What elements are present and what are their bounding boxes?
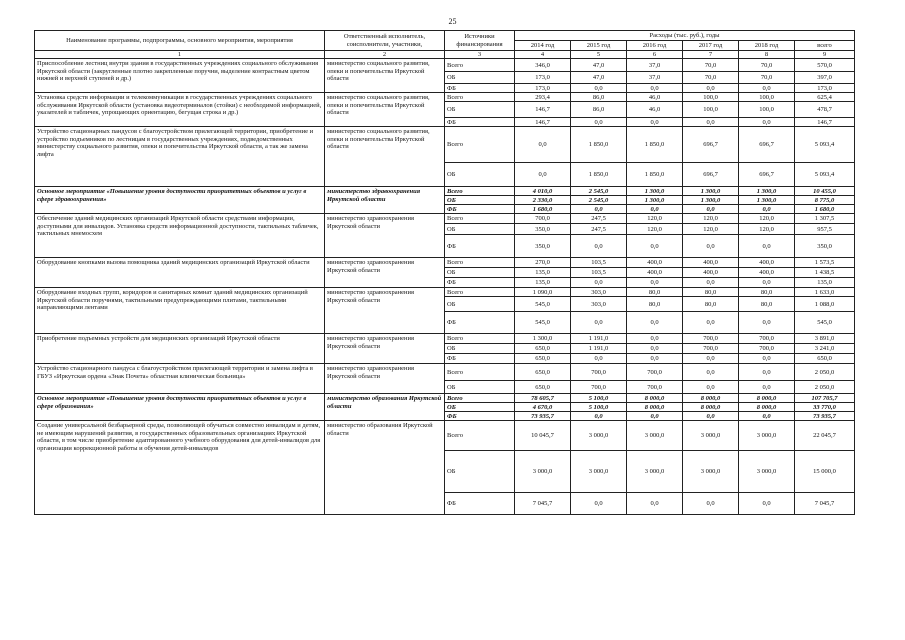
table-row <box>35 59 855 72</box>
year-value: 70,0 <box>683 72 739 84</box>
year-value: 8 000,0 <box>739 403 795 412</box>
total-value: 1 307,5 <box>795 214 855 224</box>
row-executor: министерство здравоохранения Иркутской области <box>325 288 445 334</box>
total-value: 1 573,5 <box>795 258 855 268</box>
total-value: 135,0 <box>795 278 855 288</box>
total-value: 146,7 <box>795 118 855 127</box>
total-value: 350,0 <box>795 235 855 258</box>
year-value: 1 191,0 <box>571 334 627 344</box>
total-value: 10 455,0 <box>795 187 855 196</box>
year-value: 70,0 <box>739 59 795 72</box>
year-value: 1 850,0 <box>627 163 683 187</box>
year-value: 0,0 <box>571 312 627 334</box>
year-value: 8 000,0 <box>683 394 739 403</box>
year-value: 0,0 <box>627 235 683 258</box>
year-value: 0,0 <box>683 312 739 334</box>
header-name: Наименование программы, подпрограммы, основного мероприятия, мероприятия <box>35 31 325 51</box>
financing-source: ФБ <box>445 205 515 214</box>
year-value: 1 191,0 <box>571 344 627 354</box>
row-executor: министерство здравоохранения Иркутской области <box>325 214 445 258</box>
total-value: 5 093,4 <box>795 163 855 187</box>
year-value: 400,0 <box>739 258 795 268</box>
financing-source: ФБ <box>445 235 515 258</box>
financing-source: Всего <box>445 364 515 381</box>
year-value: 0,0 <box>739 354 795 364</box>
year-value: 0,0 <box>739 493 795 515</box>
year-value: 103,5 <box>571 268 627 278</box>
table-row <box>35 364 855 381</box>
financing-source: ФБ <box>445 354 515 364</box>
total-value: 1 680,0 <box>795 205 855 214</box>
year-value: 650,0 <box>515 381 571 394</box>
financing-source: Всего <box>445 394 515 403</box>
header-year: 2018 год <box>739 41 795 51</box>
total-value: 73 935,7 <box>795 412 855 421</box>
year-value: 0,0 <box>683 364 739 381</box>
financing-source: Всего <box>445 214 515 224</box>
total-value: 3 891,0 <box>795 334 855 344</box>
row-executor: министерство здравоохранения Иркутской области <box>325 364 445 394</box>
year-value: 0,0 <box>627 344 683 354</box>
year-value: 0,0 <box>739 84 795 93</box>
total-value: 7 045,7 <box>795 493 855 515</box>
year-value: 0,0 <box>571 205 627 214</box>
year-value: 0,0 <box>627 118 683 127</box>
year-value: 0,0 <box>627 354 683 364</box>
header-source: Источники финансирования <box>445 31 515 51</box>
year-value: 1 300,0 <box>627 196 683 205</box>
financing-source: Всего <box>445 93 515 102</box>
total-value: 2 050,0 <box>795 381 855 394</box>
row-executor: министерство здравоохранения Иркутской области <box>325 187 445 214</box>
total-value: 1 438,5 <box>795 268 855 278</box>
header-year: 2015 год <box>571 41 627 51</box>
year-value: 0,0 <box>739 312 795 334</box>
year-value: 247,5 <box>571 214 627 224</box>
year-value: 1 300,0 <box>739 196 795 205</box>
year-value: 5 100,0 <box>571 394 627 403</box>
row-name: Основное мероприятие «Повышение уровня доступности приоритетных объектов и услуг в сфере образования» <box>35 394 325 421</box>
table-row <box>35 93 855 102</box>
table-row <box>35 214 855 224</box>
year-value: 173,0 <box>515 72 571 84</box>
total-value: 1 088,0 <box>795 297 855 312</box>
financing-source: ОБ <box>445 72 515 84</box>
year-value: 303,0 <box>571 297 627 312</box>
header-total: всего <box>795 41 855 51</box>
year-value: 0,0 <box>627 412 683 421</box>
year-value: 400,0 <box>683 268 739 278</box>
year-value: 8 000,0 <box>739 394 795 403</box>
financing-source: ФБ <box>445 412 515 421</box>
total-value: 570,0 <box>795 59 855 72</box>
year-value: 1 300,0 <box>739 187 795 196</box>
year-value: 2 545,0 <box>571 187 627 196</box>
total-value: 478,7 <box>795 102 855 118</box>
year-value: 700,0 <box>739 344 795 354</box>
year-value: 700,0 <box>739 334 795 344</box>
financing-source: ФБ <box>445 493 515 515</box>
column-number: 2 <box>325 51 445 59</box>
financing-source: ОБ <box>445 403 515 412</box>
year-value: 0,0 <box>683 412 739 421</box>
column-number-row <box>35 51 855 59</box>
table-row <box>35 394 855 403</box>
year-value: 545,0 <box>515 312 571 334</box>
year-value: 0,0 <box>683 118 739 127</box>
total-value: 173,0 <box>795 84 855 93</box>
financing-source: ОБ <box>445 451 515 493</box>
year-value: 0,0 <box>739 205 795 214</box>
year-value: 0,0 <box>571 84 627 93</box>
row-name: Устройство стационарных пандусов с благоустройством прилегающей территории, приобретение и устройство подъемников по лестницам в государственных учреждениях, подведомственных министерству социального развития, опеки и попечительства Иркутской области, а так же замена лифта <box>35 127 325 187</box>
year-value: 0,0 <box>683 493 739 515</box>
year-value: 0,0 <box>571 412 627 421</box>
total-value: 545,0 <box>795 312 855 334</box>
header-expenses: Расходы (тыс. руб.), годы <box>515 31 855 41</box>
year-value: 650,0 <box>515 354 571 364</box>
year-value: 1 850,0 <box>571 163 627 187</box>
year-value: 247,5 <box>571 224 627 235</box>
column-number: 1 <box>35 51 325 59</box>
expenses-table <box>34 30 855 515</box>
row-name: Приспособление лестниц внутри здания в государственных учреждениях социального обслуживания Иркутской области (закругленные плотно закрепленные поручни, выделение контрастным цветом нижней и верхней ступеней и др.) <box>35 59 325 93</box>
year-value: 0,0 <box>683 354 739 364</box>
year-value: 400,0 <box>627 268 683 278</box>
year-value: 0,0 <box>683 235 739 258</box>
financing-source: ФБ <box>445 278 515 288</box>
total-value: 397,0 <box>795 72 855 84</box>
year-value: 400,0 <box>627 258 683 268</box>
year-value: 0,0 <box>571 278 627 288</box>
page-number: 25 <box>448 17 457 26</box>
year-value: 70,0 <box>683 59 739 72</box>
year-value: 1 300,0 <box>683 196 739 205</box>
year-value: 1 090,0 <box>515 288 571 297</box>
year-value: 3 000,0 <box>627 421 683 451</box>
year-value: 3 000,0 <box>739 421 795 451</box>
year-value: 0,0 <box>627 493 683 515</box>
table-row <box>35 258 855 268</box>
row-executor: министерство образования Иркутской области <box>325 394 445 421</box>
financing-source: Всего <box>445 59 515 72</box>
year-value: 0,0 <box>739 381 795 394</box>
row-executor: министерство социального развития, опеки и попечительства Иркутской области <box>325 59 445 93</box>
year-value: 120,0 <box>627 224 683 235</box>
row-executor: министерство социального развития, опеки и попечительства Иркутской области <box>325 93 445 127</box>
total-value: 3 241,0 <box>795 344 855 354</box>
year-value: 0,0 <box>683 381 739 394</box>
financing-source: ОБ <box>445 196 515 205</box>
year-value: 0,0 <box>739 235 795 258</box>
year-value: 73 935,7 <box>515 412 571 421</box>
year-value: 1 850,0 <box>627 127 683 163</box>
year-value: 700,0 <box>571 381 627 394</box>
financing-source: Всего <box>445 258 515 268</box>
year-value: 120,0 <box>627 214 683 224</box>
year-value: 80,0 <box>683 288 739 297</box>
year-value: 350,0 <box>515 224 571 235</box>
year-value: 80,0 <box>683 297 739 312</box>
year-value: 2 330,0 <box>515 196 571 205</box>
financing-source: ОБ <box>445 381 515 394</box>
year-value: 696,7 <box>683 163 739 187</box>
year-value: 1 300,0 <box>627 187 683 196</box>
year-value: 80,0 <box>627 288 683 297</box>
row-executor: министерство здравоохранения Иркутской области <box>325 258 445 288</box>
year-value: 696,7 <box>683 127 739 163</box>
financing-source: ОБ <box>445 163 515 187</box>
row-name: Установка средств информации и телекоммуникации в государственных учреждениях социального обслуживания Иркутской области (установка видеотерминалов (стойки) с необходимой информацией, указателей и табличек, упрощающих ориентацию, бегущая строка и др.) <box>35 93 325 127</box>
total-value: 8 775,0 <box>795 196 855 205</box>
financing-source: ОБ <box>445 344 515 354</box>
year-value: 3 000,0 <box>739 451 795 493</box>
row-name: Оборудование кнопками вызова помощника зданий медицинских организаций Иркутской области <box>35 258 325 288</box>
year-value: 3 000,0 <box>571 421 627 451</box>
year-value: 696,7 <box>739 163 795 187</box>
row-executor: министерство социального развития, опеки и попечительства Иркутской области <box>325 127 445 187</box>
year-value: 86,0 <box>571 102 627 118</box>
year-value: 0,0 <box>739 412 795 421</box>
row-executor: министерство образования Иркутской области <box>325 421 445 515</box>
year-value: 46,0 <box>627 102 683 118</box>
financing-source: ФБ <box>445 84 515 93</box>
year-value: 0,0 <box>683 84 739 93</box>
row-name: Оборудование входных групп, коридоров и санитарных комнат зданий медицинских организаций Иркутской области поручнями, тактильными предупреждающими плитами, тактильными направляющими лентами <box>35 288 325 334</box>
header-executor: Ответственный исполнитель, соисполнители, участники, <box>325 31 445 51</box>
column-number: 3 <box>445 51 515 59</box>
year-value: 80,0 <box>739 288 795 297</box>
column-number: 5 <box>571 51 627 59</box>
year-value: 80,0 <box>627 297 683 312</box>
year-value: 3 000,0 <box>515 451 571 493</box>
year-value: 293,4 <box>515 93 571 102</box>
year-value: 37,0 <box>627 59 683 72</box>
financing-source: ОБ <box>445 297 515 312</box>
year-value: 0,0 <box>571 354 627 364</box>
year-value: 86,0 <box>571 93 627 102</box>
year-value: 270,0 <box>515 258 571 268</box>
year-value: 10 045,7 <box>515 421 571 451</box>
year-value: 37,0 <box>627 72 683 84</box>
year-value: 47,0 <box>571 59 627 72</box>
year-value: 700,0 <box>683 334 739 344</box>
year-value: 0,0 <box>627 312 683 334</box>
header-year: 2016 год <box>627 41 683 51</box>
financing-source: ОБ <box>445 268 515 278</box>
table-row <box>35 288 855 297</box>
year-value: 650,0 <box>515 364 571 381</box>
year-value: 100,0 <box>683 102 739 118</box>
column-number: 6 <box>627 51 683 59</box>
year-value: 545,0 <box>515 297 571 312</box>
year-value: 100,0 <box>683 93 739 102</box>
total-value: 33 770,0 <box>795 403 855 412</box>
financing-source: ФБ <box>445 312 515 334</box>
year-value: 3 000,0 <box>683 451 739 493</box>
year-value: 696,7 <box>739 127 795 163</box>
financing-source: Всего <box>445 421 515 451</box>
year-value: 400,0 <box>683 258 739 268</box>
year-value: 173,0 <box>515 84 571 93</box>
table-row <box>35 187 855 196</box>
year-value: 700,0 <box>627 364 683 381</box>
year-value: 0,0 <box>627 278 683 288</box>
total-value: 2 050,0 <box>795 364 855 381</box>
year-value: 78 605,7 <box>515 394 571 403</box>
table-row <box>35 334 855 344</box>
year-value: 0,0 <box>739 118 795 127</box>
year-value: 103,5 <box>571 258 627 268</box>
year-value: 7 045,7 <box>515 493 571 515</box>
year-value: 0,0 <box>627 205 683 214</box>
total-value: 625,4 <box>795 93 855 102</box>
year-value: 0,0 <box>627 334 683 344</box>
year-value: 120,0 <box>683 214 739 224</box>
table-row <box>35 127 855 163</box>
row-name: Основное мероприятие «Повышение уровня доступности приоритетных объектов и услуг в сфере здравоохранения» <box>35 187 325 214</box>
year-value: 700,0 <box>515 214 571 224</box>
total-value: 1 633,0 <box>795 288 855 297</box>
year-value: 3 000,0 <box>571 451 627 493</box>
year-value: 70,0 <box>739 72 795 84</box>
financing-source: Всего <box>445 127 515 163</box>
row-name: Устройство стационарного пандуса с благоустройством прилегающей территории и замена лифта в ГБУЗ «Иркутская ордена «Знак Почета» областная клиническая больница» <box>35 364 325 394</box>
year-value: 0,0 <box>571 118 627 127</box>
year-value: 350,0 <box>515 235 571 258</box>
year-value: 0,0 <box>515 127 571 163</box>
financing-source: Всего <box>445 288 515 297</box>
total-value: 22 045,7 <box>795 421 855 451</box>
header-year: 2017 год <box>683 41 739 51</box>
year-value: 146,7 <box>515 102 571 118</box>
column-number: 7 <box>683 51 739 59</box>
year-value: 0,0 <box>739 364 795 381</box>
year-value: 120,0 <box>739 214 795 224</box>
year-value: 700,0 <box>571 364 627 381</box>
year-value: 400,0 <box>739 268 795 278</box>
year-value: 120,0 <box>739 224 795 235</box>
year-value: 120,0 <box>683 224 739 235</box>
year-value: 1 680,0 <box>515 205 571 214</box>
year-value: 700,0 <box>683 344 739 354</box>
row-executor: министерство здравоохранения Иркутской области <box>325 334 445 364</box>
row-name: Обеспечение зданий медицинских организаций Иркутской области средствами информации, доступными для инвалидов. Установка средств информационной доступности, тактильных табличек, тактильных мнемосхем <box>35 214 325 258</box>
financing-source: ОБ <box>445 224 515 235</box>
financing-source: ОБ <box>445 102 515 118</box>
year-value: 8 000,0 <box>627 403 683 412</box>
year-value: 8 000,0 <box>627 394 683 403</box>
column-number: 4 <box>515 51 571 59</box>
year-value: 100,0 <box>739 93 795 102</box>
year-value: 4 670,0 <box>515 403 571 412</box>
year-value: 3 000,0 <box>627 451 683 493</box>
year-value: 1 300,0 <box>515 334 571 344</box>
total-value: 650,0 <box>795 354 855 364</box>
year-value: 100,0 <box>739 102 795 118</box>
financing-source: ФБ <box>445 118 515 127</box>
year-value: 0,0 <box>627 84 683 93</box>
year-value: 135,0 <box>515 268 571 278</box>
year-value: 0,0 <box>683 205 739 214</box>
year-value: 1 300,0 <box>683 187 739 196</box>
header-year: 2014 год <box>515 41 571 51</box>
financing-source: Всего <box>445 187 515 196</box>
year-value: 146,7 <box>515 118 571 127</box>
row-name: Приобретение подъемных устройств для медицинских организаций Иркутской области <box>35 334 325 364</box>
year-value: 303,0 <box>571 288 627 297</box>
year-value: 47,0 <box>571 72 627 84</box>
year-value: 2 545,0 <box>571 196 627 205</box>
total-value: 107 705,7 <box>795 394 855 403</box>
year-value: 700,0 <box>627 381 683 394</box>
column-number: 9 <box>795 51 855 59</box>
year-value: 46,0 <box>627 93 683 102</box>
year-value: 650,0 <box>515 344 571 354</box>
year-value: 4 010,0 <box>515 187 571 196</box>
year-value: 1 850,0 <box>571 127 627 163</box>
year-value: 0,0 <box>739 278 795 288</box>
total-value: 5 093,4 <box>795 127 855 163</box>
financing-source: Всего <box>445 334 515 344</box>
year-value: 8 000,0 <box>683 403 739 412</box>
year-value: 0,0 <box>571 235 627 258</box>
year-value: 0,0 <box>683 278 739 288</box>
year-value: 5 100,0 <box>571 403 627 412</box>
table-row <box>35 421 855 451</box>
year-value: 0,0 <box>571 493 627 515</box>
year-value: 346,0 <box>515 59 571 72</box>
year-value: 80,0 <box>739 297 795 312</box>
year-value: 0,0 <box>515 163 571 187</box>
column-number: 8 <box>739 51 795 59</box>
year-value: 135,0 <box>515 278 571 288</box>
year-value: 3 000,0 <box>683 421 739 451</box>
total-value: 957,5 <box>795 224 855 235</box>
total-value: 15 000,0 <box>795 451 855 493</box>
row-name: Создание универсальной безбарьерной среды, позволяющей обучаться совместно инвалидам и детям, не имеющим нарушений развития, в государственных образовательных организациях Иркутской области, в том числе приобретение адаптированного учебного оборудования для детей-инвалидов для организации коррекционной работы и обучения детей-инвалидов <box>35 421 325 515</box>
